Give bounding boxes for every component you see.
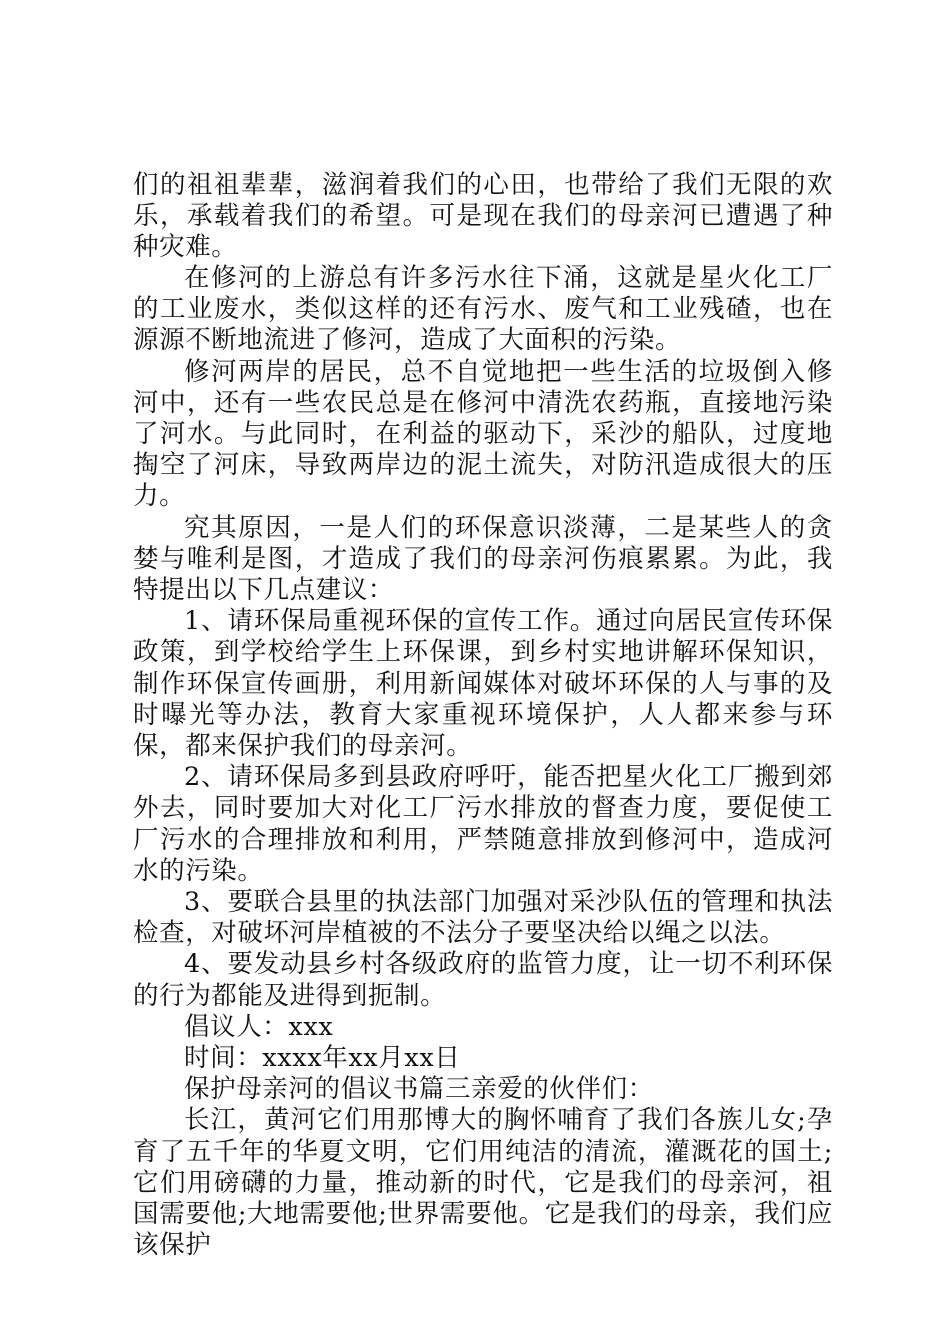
paragraph-root-cause: 究其原因，一是人们的环保意识淡薄，二是某些人的贪婪与唯利是图，才造成了我们的母亲河伤痕累累。为此，我特提出以下几点建议： (133, 512, 833, 606)
suggestion-4: 4、要发动县乡村各级政府的监管力度，让一切不利环保的行为都能及进得到扼制。 (133, 949, 833, 1011)
suggestion-1: 1、请环保局重视环保的宣传工作。通过向居民宣传环保政策，到学校给学生上环保课，到乡村实地讲解环保知识，制作环保宣传画册，利用新闻媒体对破坏环保的人与事的及时曝光等办法，教育大家重视环境保护，人人都来参与环保，都来保护我们的母亲河。 (133, 606, 833, 762)
paragraph-residents-pollution: 修河两岸的居民，总不自觉地把一些生活的垃圾倒入修河中，还有一些农民总是在修河中清洗农药瓶，直接地污染了河水。与此同时，在利益的驱动下，采沙的船队，过度地掏空了河床，导致两岸边的泥土流失，对防汛造成很大的压力。 (133, 356, 833, 512)
initiator-line: 倡议人：xxx (184, 1011, 334, 1042)
suggestion-2: 2、请环保局多到县政府呼吁，能否把星火化工厂搬到郊外去，同时要加大对化工厂污水排放的督查力度，要促使工厂污水的合理排放和利用，严禁随意排放到修河中，造成河水的污染。 (133, 762, 833, 886)
paragraph-upstream-pollution: 在修河的上游总有许多污水往下涌，这就是星火化工厂的工业废水，类似这样的还有污水、废气和工业残碴，也在源源不断地流进了修河，造成了大面积的污染。 (133, 263, 833, 356)
body-text (133, 263, 833, 1262)
paragraph-mother-river: 长江，黄河它们用那博大的胸怀哺育了我们各族儿女;孕育了五千年的华夏文明，它们用纯洁的清流，灌溉花的国土;它们用磅礴的力量，推动新的时代，它是我们的母亲河，祖国需要他;大地需要他;世界需要他。它是我们的母亲，我们应该保护 (133, 1105, 833, 1261)
suggestion-3: 3、要联合县里的执法部门加强对采沙队伍的管理和执法检查，对破坏河岸植被的不法分子要坚决给以绳之以法。 (133, 887, 833, 949)
date-line: 时间：xxxx年xx月xx日 (184, 1043, 461, 1074)
section-heading-line: 保护母亲河的倡议书篇三亲爱的伙伴们： (184, 1074, 654, 1105)
continuation-paragraph: 们的祖祖辈辈，滋润着我们的心田，也带给了我们无限的欢乐，承载着我们的希望。可是现在我们的母亲河已遭遇了种种灾难。 (133, 170, 833, 263)
opening-continuation (133, 170, 833, 264)
